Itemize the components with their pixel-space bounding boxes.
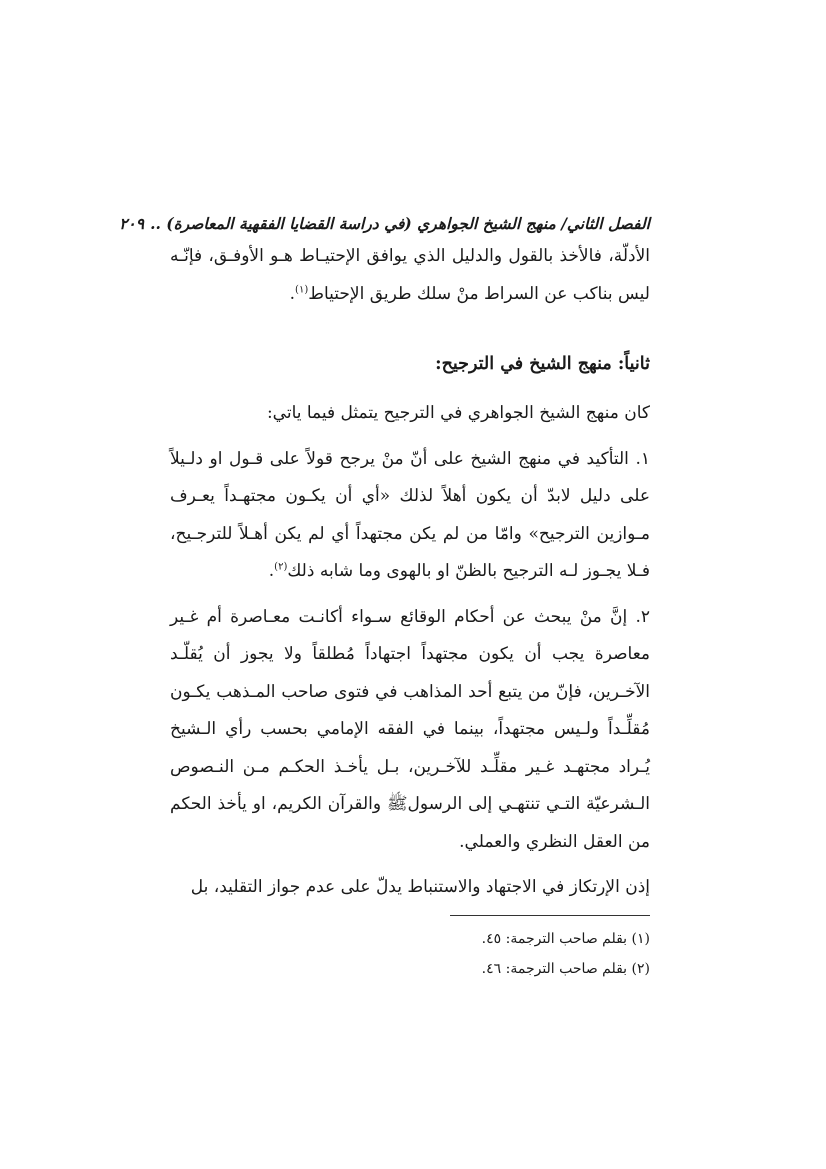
intro-paragraph xyxy=(170,238,650,313)
list-item-1-end: . xyxy=(268,561,275,581)
list-item-1-text: ١. التأكيد في منهج الشيخ على أنّ منْ يرجح قولاً على قـول او دلـيلاً على دليل لابدّ أن يكون أهلاً لذلك «أي أن يكـون مجتهـداً يعـرف مـوازين الترجيح» وامّا من لم يكن مجتهداً أي لم يكن أهـلاً للترجـيح، فـلا يجـوز لـه الترجيح بالظنّ او بالهوى وما شابه ذلك xyxy=(170,448,650,581)
footnote-1: (١) بقلم صاحب الترجمة: ٤٥. xyxy=(481,930,650,947)
closing-paragraph: إذن الإرتكاز في الاجتهاد والاستنباط يدلّ على عدم جواز التقليد، بل xyxy=(190,877,650,897)
section-lead: كان منهج الشيخ الجواهري في الترجيح يتمثل فيما ياتي: xyxy=(266,403,650,423)
footnote-divider xyxy=(450,915,650,916)
intro-text: الأدلّة، فالأخذ بالقول والدليل الذي يوافق الإحتيـاط هـو الأوفـق، فإنّـه ليس بناكب عن السراط منْ سلك طريق الإحتياط xyxy=(170,246,650,304)
footnote-ref-2: (٢) xyxy=(274,561,288,573)
running-title: الفصل الثاني/ منهج الشيخ الجواهري (في دراسة القضايا الفقهية المعاصرة) .. xyxy=(150,214,650,233)
list-item-2-text: ٢. إنَّ منْ يبحث عن أحكام الوقائع سـواء أكانـت معـاصرة أم غـير معاصرة يجب أن يكون مجتهداً اجتهاداً مُطلقاً ولا يجوز أن يُقلّـد الآخـرين، فإنّ من يتبع أحد المذاهب في فتوى صاحب المـذهب يكـون مُقلِّـداً ولـيس مجتهداً، بينما في الفقه الإمامي بحسب رأي الـشيخ يُـراد مجتهـد غـير مقلِّـد للآخـرين، بـل يأخـذ الحكـم مـن النـصوص الـشرعيّة التـي تنتهـي إلى الرسولﷺ والقرآن الكريم، او يأخذ الحكم من العقل النظري والعملي. xyxy=(170,606,650,852)
page-number: ٢٠٩ xyxy=(119,214,145,233)
intro-end: . xyxy=(289,283,296,304)
footnote-2: (٢) بقلم صاحب الترجمة: ٤٦. xyxy=(481,960,650,977)
list-item-2 xyxy=(170,599,650,862)
page-body xyxy=(119,210,650,984)
running-header xyxy=(119,210,650,238)
list-item-1 xyxy=(170,441,650,591)
footnote-ref-1: (١) xyxy=(295,283,309,295)
section-heading: ثانياً: منهج الشيخ في الترجيح: xyxy=(435,354,650,374)
